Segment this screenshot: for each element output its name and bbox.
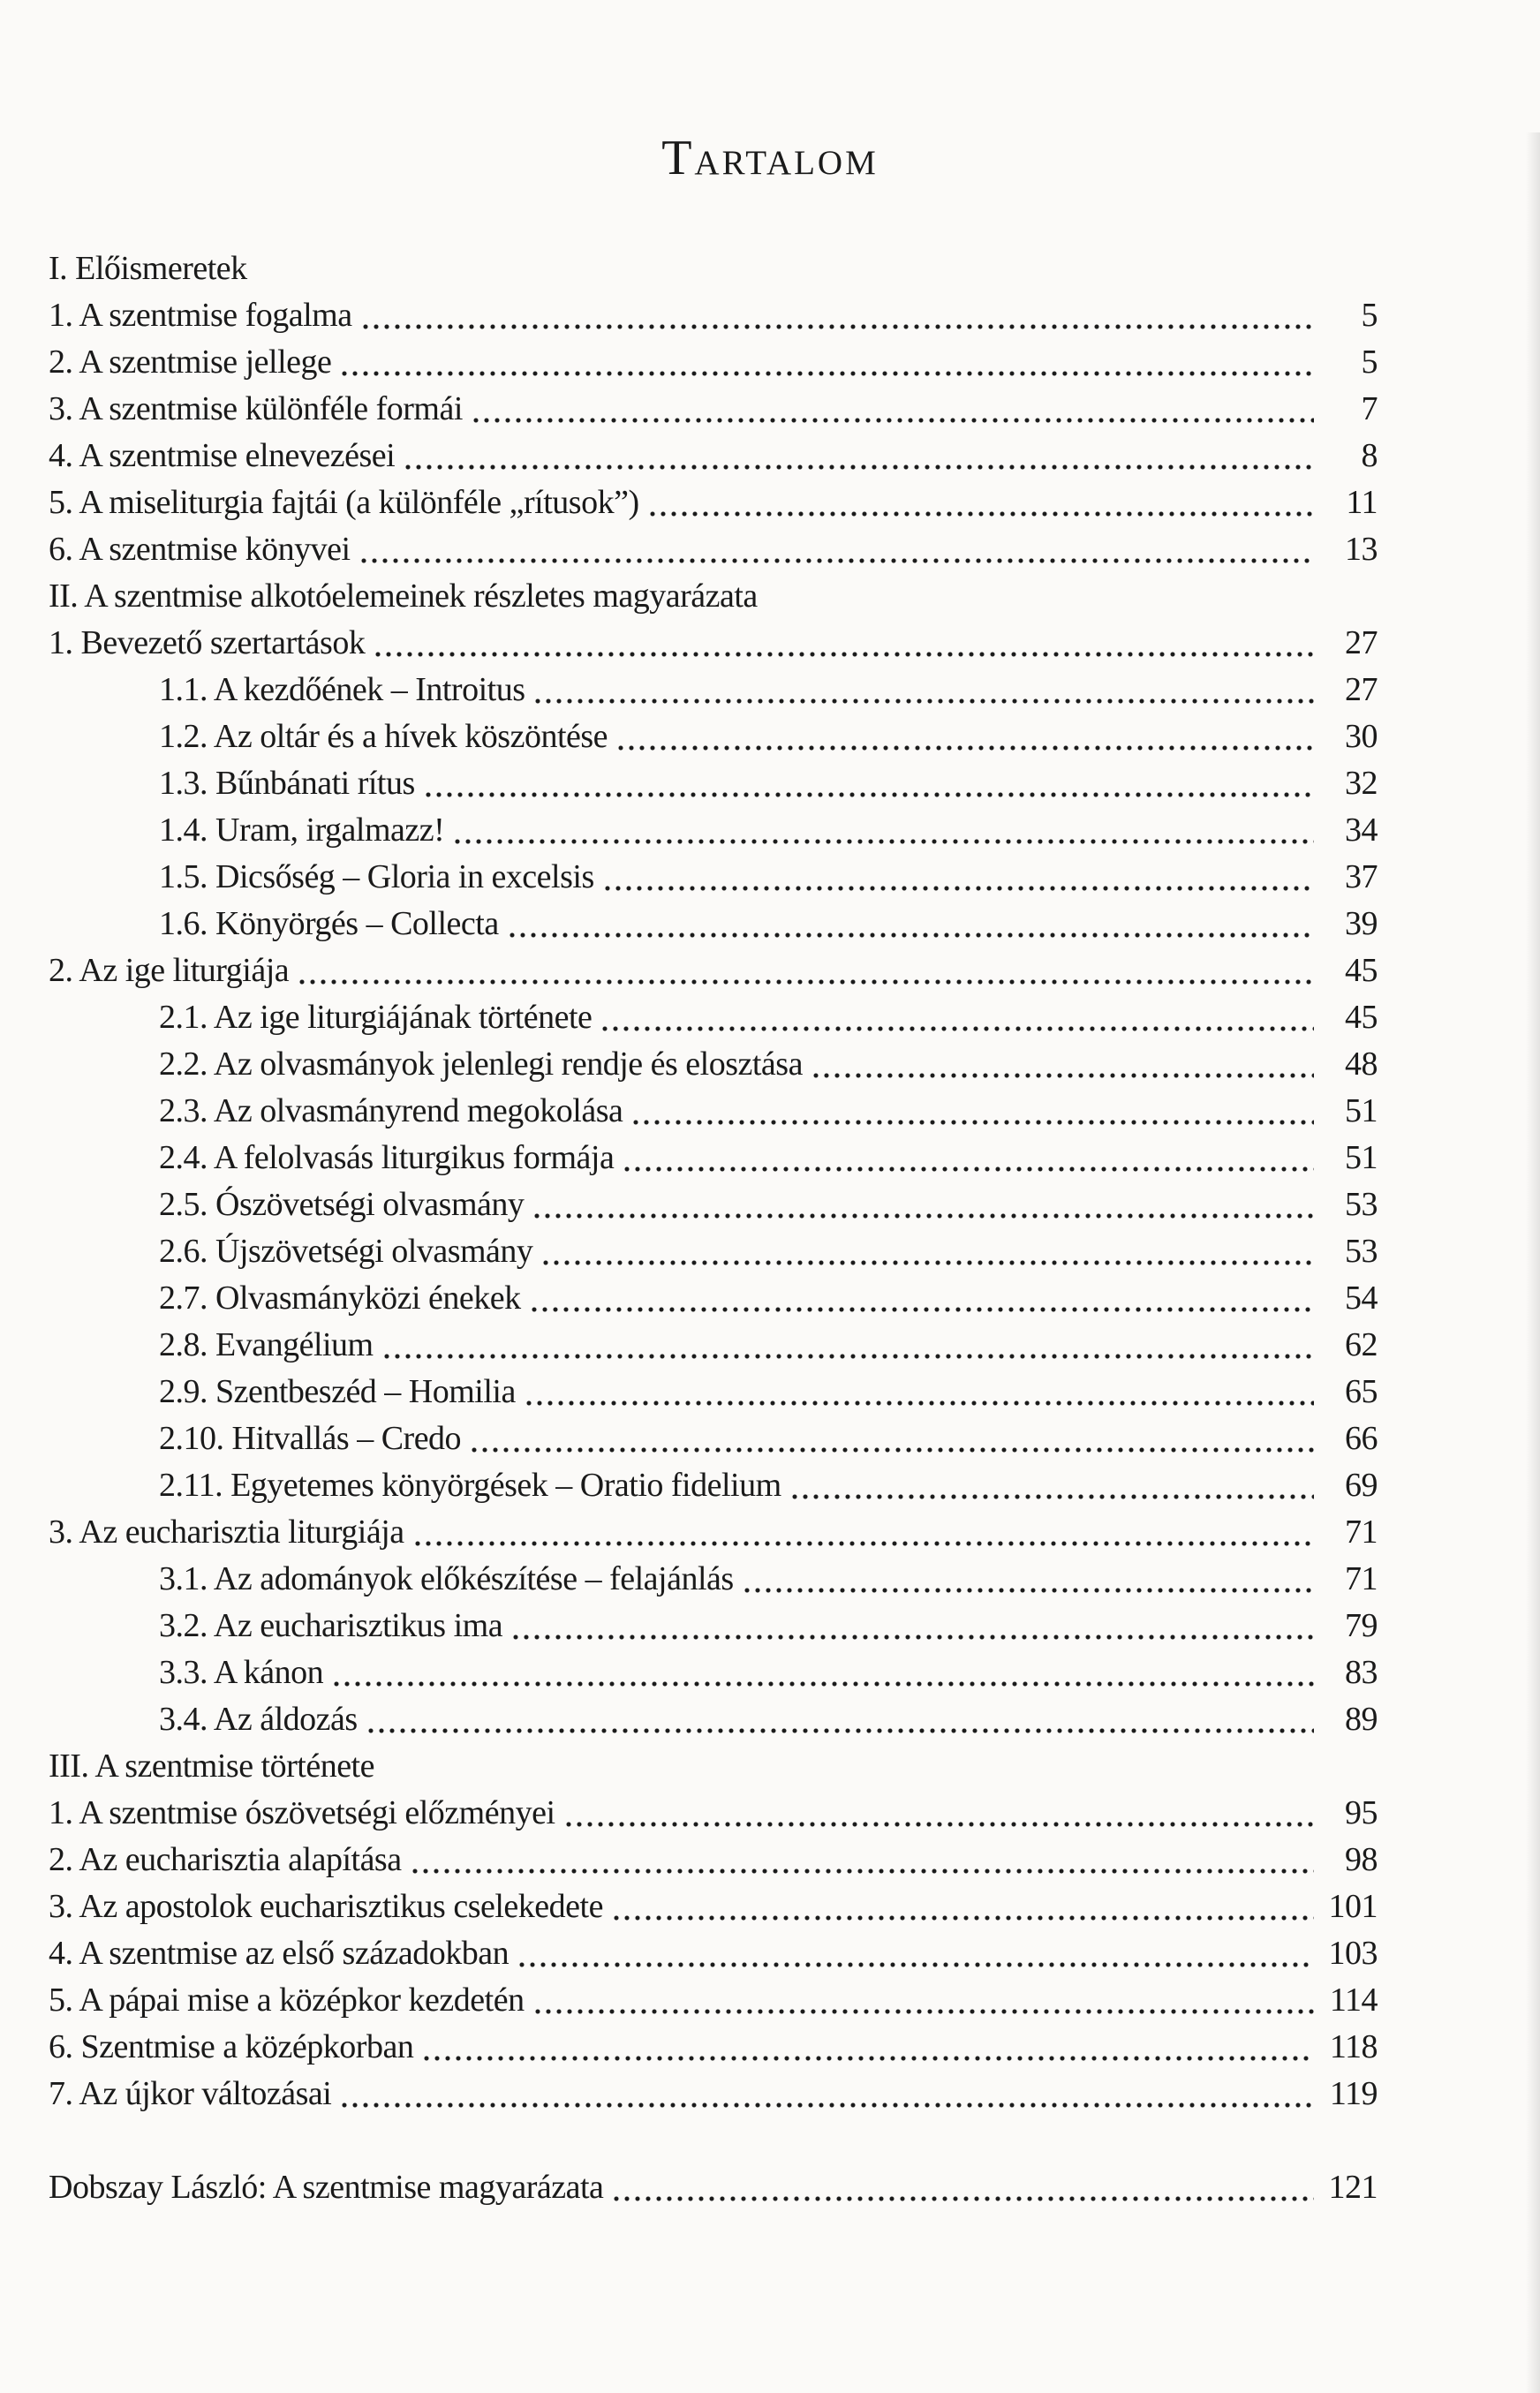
toc-entry: [49, 1837, 1378, 1883]
toc-entry-label: 2. A szentmise jellege: [49, 343, 332, 381]
toc-entry-page: 34: [1345, 812, 1378, 849]
toc-entry-label: 2.3. Az olvasmányrend megokolása: [159, 1092, 623, 1129]
toc-entry: [49, 1088, 1378, 1135]
dot-leader: [543, 1228, 1314, 1275]
toc-entry-page: 5: [1361, 343, 1378, 381]
toc-entry: [49, 713, 1378, 760]
toc-entry-page: 89: [1345, 1701, 1378, 1738]
dot-leader: [513, 1603, 1314, 1649]
toc-entry-page: 53: [1345, 1186, 1378, 1223]
toc-entry-page: 66: [1345, 1420, 1378, 1457]
dot-leader: [614, 2164, 1314, 2211]
toc-entry-page: 71: [1345, 1560, 1378, 1597]
toc-entry: [49, 807, 1378, 854]
toc-entry-label: 2.9. Szentbeszéd – Homilia: [159, 1373, 516, 1410]
toc-entry-label: 3. Az apostolok eucharisztikus cselekedete: [49, 1888, 603, 1925]
toc-entry-page: 37: [1345, 858, 1378, 895]
dot-leader: [602, 994, 1314, 1041]
toc-entry-page: 101: [1328, 1888, 1378, 1925]
toc-entry-label: 2.2. Az olvasmányok jelenlegi rendje és elosztása: [159, 1046, 803, 1083]
dot-leader: [384, 1322, 1314, 1369]
toc-entry-page: 5: [1361, 297, 1378, 334]
toc-entry-page: 119: [1329, 2075, 1378, 2112]
toc-entry: [49, 1275, 1378, 1322]
toc-entry-label: 7. Az újkor változásai: [49, 2075, 332, 2112]
toc-entry-label: I. Előismeretek: [49, 250, 247, 287]
dot-leader: [299, 947, 1314, 994]
toc-entry-page: 45: [1345, 952, 1378, 989]
toc-entry-label: 2.4. A felolvasás liturgikus formája: [159, 1139, 615, 1176]
toc-entry-page: 13: [1345, 531, 1378, 568]
toc-entry: [49, 2071, 1378, 2117]
toc-entry: [49, 2024, 1378, 2071]
toc-entry: [49, 386, 1378, 433]
toc-entry-label: 2.5. Ószövetségi olvasmány: [159, 1186, 525, 1223]
toc-entry-label: 4. A szentmise elnevezései: [49, 437, 396, 474]
toc-entry-label: 3.3. A kánon: [159, 1654, 324, 1691]
toc-entry: [49, 854, 1378, 901]
toc-entry-page: 95: [1345, 1794, 1378, 1831]
scan-edge-shadow: [1526, 132, 1540, 2393]
dot-leader: [618, 713, 1314, 760]
toc-entry-label: 1.4. Uram, irgalmazz!: [159, 812, 445, 849]
dot-leader: [624, 1135, 1314, 1181]
toc-entry: [49, 1041, 1378, 1088]
toc-entry-page: 121: [1328, 2169, 1378, 2206]
dot-leader: [455, 807, 1314, 854]
toc-entry-page: 71: [1345, 1514, 1378, 1551]
toc-entry-page: 54: [1345, 1280, 1378, 1317]
toc-entry-page: 11: [1346, 484, 1378, 521]
toc-entry: [49, 1135, 1378, 1181]
toc-entry-label: III. A szentmise története: [49, 1748, 374, 1785]
toc-entry-page: 27: [1345, 624, 1378, 661]
toc-entry: [49, 1743, 1378, 1790]
toc-entry-page: 79: [1345, 1607, 1378, 1644]
toc-entry: [49, 1790, 1378, 1837]
toc-entry-page: 39: [1345, 905, 1378, 942]
dot-leader: [535, 667, 1314, 713]
dot-leader: [534, 1181, 1314, 1228]
dot-leader: [566, 1790, 1314, 1837]
toc-entry: [49, 2164, 1378, 2211]
toc-entry: [49, 620, 1378, 667]
dot-leader: [424, 2024, 1314, 2071]
toc-entry: [49, 1322, 1378, 1369]
toc-entry: [49, 994, 1378, 1041]
dot-leader: [473, 386, 1314, 433]
toc-entry: [49, 526, 1378, 573]
toc-entry: [49, 1930, 1378, 1977]
toc-list: [49, 245, 1378, 2211]
dot-leader: [363, 292, 1314, 339]
dot-leader: [526, 1369, 1314, 1415]
toc-entry-page: 8: [1361, 437, 1378, 474]
toc-entry-label: 1.2. Az oltár és a hívek köszöntése: [159, 718, 608, 755]
toc-entry-label: 3.4. Az áldozás: [159, 1701, 358, 1738]
toc-entry-label: 2.11. Egyetemes könyörgések – Oratio fidelium: [159, 1467, 781, 1504]
toc-entry-label: 6. A szentmise könyvei: [49, 531, 351, 568]
toc-entry-label: 2.7. Olvasmányközi énekek: [159, 1280, 521, 1317]
toc-entry-page: 98: [1345, 1841, 1378, 1878]
toc-entry-page: 62: [1345, 1326, 1378, 1363]
dot-leader: [334, 1649, 1314, 1696]
dot-leader: [535, 1977, 1314, 2024]
toc-entry-label: 1.1. A kezdőének – Introitus: [159, 671, 525, 708]
toc-entry: [49, 1649, 1378, 1696]
toc-entry: [49, 1369, 1378, 1415]
toc-entry-label: 1.5. Dicsőség – Gloria in excelsis: [159, 858, 594, 895]
toc-entry-page: 118: [1329, 2028, 1378, 2065]
toc-entry: [49, 1696, 1378, 1743]
toc-entry-label: 2. Az ige liturgiája: [49, 952, 290, 989]
toc-entry: [49, 1556, 1378, 1603]
toc-entry: [49, 573, 1378, 620]
toc-entry-label: 2.6. Újszövetségi olvasmány: [159, 1233, 533, 1270]
dot-leader: [368, 1696, 1314, 1743]
toc-entry-page: 7: [1361, 390, 1378, 427]
scanned-toc-page: [0, 132, 1540, 2211]
dot-leader: [412, 1837, 1314, 1883]
toc-entry-page: 65: [1345, 1373, 1378, 1410]
toc-entry-label: 4. A szentmise az első századokban: [49, 1935, 510, 1972]
toc-entry-page: 51: [1345, 1092, 1378, 1129]
dot-leader: [510, 901, 1314, 947]
toc-entry-label: 2.1. Az ige liturgiájának története: [159, 999, 593, 1036]
toc-entry: [49, 433, 1378, 479]
toc-entry: [49, 1415, 1378, 1462]
toc-entry-label: Dobszay László: A szentmise magyarázata: [49, 2169, 604, 2206]
dot-leader: [342, 2071, 1314, 2117]
dot-leader: [426, 760, 1314, 807]
toc-entry-label: II. A szentmise alkotóelemeinek részletes magyarázata: [49, 577, 758, 615]
toc-entry-page: 53: [1345, 1233, 1378, 1270]
toc-entry-page: 83: [1345, 1654, 1378, 1691]
toc-entry-label: 2.10. Hitvallás – Credo: [159, 1420, 462, 1457]
toc-entry: [49, 1883, 1378, 1930]
toc-entry: [49, 1603, 1378, 1649]
toc-entry-label: 1.3. Bűnbánati rítus: [159, 765, 415, 802]
toc-entry-label: 2.8. Evangélium: [159, 1326, 374, 1363]
toc-entry: [49, 1977, 1378, 2024]
dot-leader: [650, 479, 1314, 526]
toc-entry: [49, 667, 1378, 713]
toc-entry-page: 103: [1328, 1935, 1378, 1972]
toc-entry: [49, 292, 1378, 339]
toc-entry-label: 5. A miseliturgia fajtái (a különféle „rítusok”): [49, 484, 639, 521]
dot-leader: [415, 1509, 1314, 1556]
toc-entry-label: 2. Az eucharisztia alapítása: [49, 1841, 402, 1878]
dot-leader: [519, 1930, 1314, 1977]
toc-entry: [49, 339, 1378, 386]
page-title: Tartalom: [661, 131, 879, 185]
toc-entry: [49, 1228, 1378, 1275]
dot-leader: [532, 1275, 1314, 1322]
toc-entry: [49, 947, 1378, 994]
dot-leader: [472, 1415, 1314, 1462]
dot-leader: [605, 854, 1314, 901]
toc-entry-page: 32: [1345, 765, 1378, 802]
dot-leader: [361, 526, 1314, 573]
dot-leader: [792, 1462, 1314, 1509]
toc-entry: [49, 1462, 1378, 1509]
dot-leader: [375, 620, 1314, 667]
toc-entry-label: 1. A szentmise ószövetségi előzményei: [49, 1794, 555, 1831]
dot-leader: [342, 339, 1314, 386]
toc-entry-label: 1. Bevezető szertartások: [49, 624, 366, 661]
dot-leader: [813, 1041, 1314, 1088]
dot-leader: [633, 1088, 1314, 1135]
toc-entry-label: 1.6. Könyörgés – Collecta: [159, 905, 499, 942]
dot-leader: [614, 1883, 1314, 1930]
toc-entry-page: 48: [1345, 1046, 1378, 1083]
toc-entry: [49, 1509, 1378, 1556]
toc-entry-label: 3. Az eucharisztia liturgiája: [49, 1514, 404, 1551]
toc-entry-page: 45: [1345, 999, 1378, 1036]
toc-entry: [49, 479, 1378, 526]
toc-entry-label: 3.2. Az eucharisztikus ima: [159, 1607, 503, 1644]
toc-entry-label: 3.1. Az adományok előkészítése – felajánlás: [159, 1560, 734, 1597]
toc-entry-page: 30: [1345, 718, 1378, 755]
toc-entry-page: 27: [1345, 671, 1378, 708]
dot-leader: [744, 1556, 1314, 1603]
toc-entry-page: 114: [1329, 1982, 1378, 2019]
toc-entry-label: 3. A szentmise különféle formái: [49, 390, 463, 427]
toc-entry: [49, 760, 1378, 807]
toc-entry: [49, 1181, 1378, 1228]
toc-entry-label: 6. Szentmise a középkorban: [49, 2028, 414, 2065]
toc-entry-page: 69: [1345, 1467, 1378, 1504]
toc-entry-label: 1. A szentmise fogalma: [49, 297, 352, 334]
toc-entry: [49, 245, 1378, 292]
toc-entry-label: 5. A pápai mise a középkor kezdetén: [49, 1982, 525, 2019]
toc-entry: [49, 901, 1378, 947]
toc-entry-page: 51: [1345, 1139, 1378, 1176]
dot-leader: [405, 433, 1314, 479]
